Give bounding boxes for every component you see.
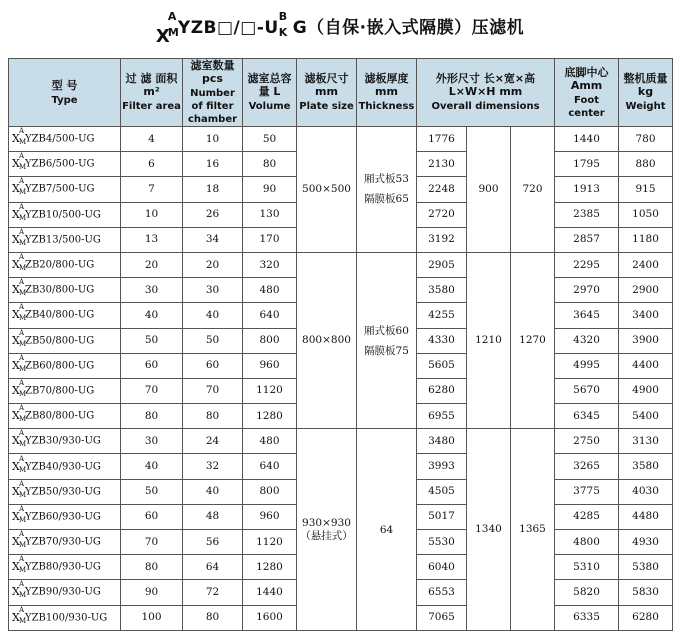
model-cell xyxy=(9,504,121,529)
model-name: ZB20/800-UG xyxy=(25,259,95,271)
model-prefix-m: M xyxy=(19,238,27,247)
model-prefix-x: X xyxy=(12,585,20,599)
model-prefix-x: X xyxy=(12,232,20,246)
area-cell: 60 xyxy=(121,353,183,378)
volume-cell: 640 xyxy=(243,454,297,479)
header-area: 过 滤 面积m² Filter area xyxy=(121,59,183,127)
model-prefix-mark xyxy=(12,532,25,552)
model-prefix-a: A xyxy=(19,404,25,413)
chambers-cell: 60 xyxy=(183,353,243,378)
model-prefix-x: X xyxy=(12,484,20,498)
height-cell: 720 xyxy=(511,127,555,253)
model-prefix-mark xyxy=(12,154,25,174)
model-prefix-x: X xyxy=(12,308,20,322)
thickness-chamber-plate: 厢式板53 xyxy=(364,173,409,186)
model-prefix-a: A xyxy=(19,303,25,312)
weight-cell: 1050 xyxy=(619,202,673,227)
length-cell: 6040 xyxy=(417,555,467,580)
area-cell: 100 xyxy=(121,605,183,630)
model-name: YZB10/500-UG xyxy=(25,209,101,221)
length-cell: 6280 xyxy=(417,378,467,403)
model-prefix-a: A xyxy=(19,227,25,236)
model-prefix-x: X xyxy=(12,157,20,171)
model-prefix-mark xyxy=(12,378,27,401)
model-cell xyxy=(9,530,121,555)
weight-cell: 6280 xyxy=(619,605,673,630)
header-model: 型 号 Type xyxy=(9,59,121,127)
model-prefix-mark xyxy=(12,605,27,628)
area-cell: 80 xyxy=(121,404,183,429)
model-prefix-x: X xyxy=(12,434,20,448)
length-cell: 2130 xyxy=(417,152,467,177)
chambers-cell: 50 xyxy=(183,328,243,353)
model-name: YZB70/930-UG xyxy=(25,536,101,548)
model-prefix-mark xyxy=(12,328,27,351)
chambers-cell: 18 xyxy=(183,177,243,202)
model-prefix-m: M xyxy=(19,314,27,323)
model-prefix-m: M xyxy=(19,490,27,499)
model-cell xyxy=(9,252,121,277)
header-weight: 整机质量kg Weight xyxy=(619,59,673,127)
length-cell: 4255 xyxy=(417,303,467,328)
weight-cell: 5380 xyxy=(619,555,673,580)
title-mid: YZB□/□-U xyxy=(177,18,279,38)
header-plate: 滤板尺寸 mm Plate size xyxy=(297,59,357,127)
plate-size: 930×930 xyxy=(302,516,351,529)
foot-center-cell: 2970 xyxy=(555,278,619,303)
model-prefix-m: M xyxy=(19,289,27,298)
model-prefix-a: A xyxy=(19,429,25,438)
model-name: YZB13/500-UG xyxy=(25,234,101,246)
model-prefix-m: M xyxy=(19,163,27,172)
length-cell: 1776 xyxy=(417,127,467,152)
model-prefix-x: X xyxy=(12,509,20,523)
model-prefix-mark xyxy=(12,479,27,502)
weight-cell: 3130 xyxy=(619,429,673,454)
volume-cell: 800 xyxy=(243,479,297,504)
area-cell: 50 xyxy=(121,479,183,504)
chambers-cell: 70 xyxy=(183,378,243,403)
volume-cell: 90 xyxy=(243,177,297,202)
foot-center-cell: 3775 xyxy=(555,479,619,504)
model-prefix-x: X xyxy=(12,610,20,624)
title-model-prefix xyxy=(155,10,180,47)
model-cell xyxy=(9,429,121,454)
area-cell: 7 xyxy=(121,177,183,202)
model-prefix-a: A xyxy=(19,605,25,614)
model-prefix-mark xyxy=(12,454,27,477)
plate-size-cell xyxy=(297,127,357,253)
model-name: YZB40/930-UG xyxy=(25,461,101,473)
foot-center-cell: 5310 xyxy=(555,555,619,580)
header-volume: 滤室总容量 L Volume xyxy=(243,59,297,127)
volume-cell: 960 xyxy=(243,504,297,529)
chambers-cell: 16 xyxy=(183,152,243,177)
foot-center-cell: 1913 xyxy=(555,177,619,202)
chambers-cell: 26 xyxy=(183,202,243,227)
model-prefix-m: M xyxy=(19,389,27,398)
thickness-cell xyxy=(357,252,417,428)
model-prefix-mark xyxy=(12,353,27,376)
model-name: YZB6/500-UG xyxy=(25,158,95,170)
foot-center-cell: 2295 xyxy=(555,252,619,277)
model-prefix-mark xyxy=(12,255,25,275)
foot-center-cell: 3645 xyxy=(555,303,619,328)
plate-note: （悬挂式） xyxy=(300,529,353,542)
plate-size: 500×500 xyxy=(302,182,351,195)
model-cell xyxy=(9,555,121,580)
model-cell xyxy=(9,378,121,403)
area-cell: 10 xyxy=(121,202,183,227)
model-name: ZB60/800-UG xyxy=(25,360,95,372)
foot-center-cell: 4995 xyxy=(555,353,619,378)
area-cell: 6 xyxy=(121,152,183,177)
width-cell: 1340 xyxy=(467,429,511,631)
chambers-cell: 20 xyxy=(183,252,243,277)
area-cell: 60 xyxy=(121,504,183,529)
weight-cell: 915 xyxy=(619,177,673,202)
length-cell: 3993 xyxy=(417,454,467,479)
title-a: A xyxy=(167,10,177,23)
model-prefix-m: M xyxy=(19,364,27,373)
model-prefix-a: A xyxy=(19,530,25,539)
foot-center-cell: 4800 xyxy=(555,530,619,555)
weight-cell: 3580 xyxy=(619,454,673,479)
volume-cell: 480 xyxy=(243,429,297,454)
model-prefix-x: X xyxy=(12,207,20,221)
weight-cell: 2400 xyxy=(619,252,673,277)
volume-cell: 170 xyxy=(243,227,297,252)
chambers-cell: 64 xyxy=(183,555,243,580)
header-foot: 底脚中心 Amm Foot center xyxy=(555,59,619,127)
model-prefix-m: M xyxy=(19,213,27,222)
header-row xyxy=(9,59,673,127)
foot-center-cell: 1440 xyxy=(555,127,619,152)
weight-cell: 5400 xyxy=(619,404,673,429)
weight-cell: 4900 xyxy=(619,378,673,403)
plate-size-cell xyxy=(297,252,357,428)
weight-cell: 1180 xyxy=(619,227,673,252)
foot-center-cell: 2857 xyxy=(555,227,619,252)
model-prefix-m: M xyxy=(19,515,27,524)
weight-cell: 4480 xyxy=(619,504,673,529)
model-name: ZB50/800-UG xyxy=(25,335,95,347)
table-row xyxy=(9,429,673,454)
chambers-cell: 80 xyxy=(183,605,243,630)
model-name: YZB50/930-UG xyxy=(25,486,101,498)
weight-cell: 4030 xyxy=(619,479,673,504)
model-prefix-x: X xyxy=(12,283,20,297)
model-cell xyxy=(9,328,121,353)
foot-center-cell: 6335 xyxy=(555,605,619,630)
model-prefix-mark xyxy=(12,227,27,250)
page-title xyxy=(0,8,680,48)
volume-cell: 800 xyxy=(243,328,297,353)
model-prefix-x: X xyxy=(12,333,20,347)
model-prefix-mark xyxy=(12,129,25,149)
model-name: YZB100/930-UG xyxy=(25,612,108,624)
model-name: YZB7/500-UG xyxy=(25,183,95,195)
volume-cell: 80 xyxy=(243,152,297,177)
model-prefix-mark xyxy=(12,406,25,426)
area-cell: 13 xyxy=(121,227,183,252)
model-cell xyxy=(9,127,121,152)
model-prefix-m: M xyxy=(19,465,27,474)
model-prefix-a: A xyxy=(19,152,25,161)
model-prefix-a: A xyxy=(19,202,25,211)
weight-cell: 4400 xyxy=(619,353,673,378)
model-prefix-a: A xyxy=(19,253,25,262)
model-prefix-mark xyxy=(12,582,25,602)
thickness-cell xyxy=(357,127,417,253)
volume-cell: 1600 xyxy=(243,605,297,630)
length-cell: 4330 xyxy=(417,328,467,353)
model-prefix-x: X xyxy=(12,258,20,272)
model-prefix-x: X xyxy=(12,535,20,549)
volume-cell: 640 xyxy=(243,303,297,328)
length-cell: 5017 xyxy=(417,504,467,529)
model-prefix-a: A xyxy=(19,378,25,387)
title-x: X xyxy=(155,26,171,47)
thickness-membrane-plate: 隔膜板65 xyxy=(364,193,409,206)
model-prefix-a: A xyxy=(19,555,25,564)
foot-center-cell: 5670 xyxy=(555,378,619,403)
model-prefix-m: M xyxy=(19,566,27,575)
area-cell: 30 xyxy=(121,429,183,454)
volume-cell: 1280 xyxy=(243,404,297,429)
model-prefix-mark xyxy=(12,179,25,199)
chambers-cell: 34 xyxy=(183,227,243,252)
thickness-chamber-plate: 厢式板60 xyxy=(364,324,409,337)
foot-center-cell: 4285 xyxy=(555,504,619,529)
model-prefix-x: X xyxy=(12,560,20,574)
chambers-cell: 10 xyxy=(183,127,243,152)
foot-center-cell: 4320 xyxy=(555,328,619,353)
model-cell xyxy=(9,353,121,378)
chambers-cell: 80 xyxy=(183,404,243,429)
foot-center-cell: 5820 xyxy=(555,580,619,605)
model-prefix-m: M xyxy=(19,339,27,348)
foot-center-cell: 6345 xyxy=(555,404,619,429)
area-cell: 70 xyxy=(121,530,183,555)
model-name: YZB80/930-UG xyxy=(25,561,101,573)
length-cell: 2720 xyxy=(417,202,467,227)
model-prefix-mark xyxy=(12,504,27,527)
length-cell: 3580 xyxy=(417,278,467,303)
area-cell: 4 xyxy=(121,127,183,152)
model-prefix-m: M xyxy=(19,188,27,197)
title-k: K xyxy=(278,26,288,39)
model-cell xyxy=(9,227,121,252)
length-cell: 5530 xyxy=(417,530,467,555)
volume-cell: 1440 xyxy=(243,580,297,605)
foot-center-cell: 1795 xyxy=(555,152,619,177)
model-prefix-m: M xyxy=(19,415,27,424)
model-prefix-a: A xyxy=(19,328,25,337)
chambers-cell: 32 xyxy=(183,454,243,479)
length-cell: 3192 xyxy=(417,227,467,252)
weight-cell: 2900 xyxy=(619,278,673,303)
model-prefix-m: M xyxy=(19,264,27,273)
model-prefix-m: M xyxy=(19,138,27,147)
model-name: YZB90/930-UG xyxy=(25,586,101,598)
model-prefix-a: A xyxy=(19,353,25,362)
length-cell: 5605 xyxy=(417,353,467,378)
model-cell xyxy=(9,202,121,227)
title-b: B xyxy=(278,10,288,23)
volume-cell: 130 xyxy=(243,202,297,227)
area-cell: 30 xyxy=(121,278,183,303)
area-cell: 40 xyxy=(121,303,183,328)
model-cell xyxy=(9,454,121,479)
model-cell xyxy=(9,605,121,630)
volume-cell: 320 xyxy=(243,252,297,277)
model-prefix-a: A xyxy=(19,580,25,589)
weight-cell: 4930 xyxy=(619,530,673,555)
thickness-chamber-plate: 64 xyxy=(379,523,394,536)
header-dimensions: 外形尺寸 长×宽×高 L×W×H mm Overall dimensions xyxy=(417,59,555,127)
model-prefix-m: M xyxy=(19,616,27,625)
model-prefix-a: A xyxy=(19,504,25,513)
foot-center-cell: 2750 xyxy=(555,429,619,454)
area-cell: 90 xyxy=(121,580,183,605)
area-cell: 80 xyxy=(121,555,183,580)
model-prefix-a: A xyxy=(19,177,25,186)
volume-cell: 480 xyxy=(243,278,297,303)
title-bk xyxy=(278,10,293,43)
model-prefix-m: M xyxy=(19,541,27,550)
model-cell xyxy=(9,278,121,303)
chambers-cell: 48 xyxy=(183,504,243,529)
table-row xyxy=(9,252,673,277)
length-cell: 6553 xyxy=(417,580,467,605)
chambers-cell: 30 xyxy=(183,278,243,303)
height-cell: 1270 xyxy=(511,252,555,428)
model-name: ZB80/800-UG xyxy=(25,410,95,422)
model-prefix-x: X xyxy=(12,182,20,196)
weight-cell: 5830 xyxy=(619,580,673,605)
model-prefix-a: A xyxy=(19,127,25,136)
length-cell: 4505 xyxy=(417,479,467,504)
chambers-cell: 40 xyxy=(183,303,243,328)
model-prefix-mark xyxy=(12,431,25,451)
model-name: YZB4/500-UG xyxy=(25,133,95,145)
volume-cell: 1280 xyxy=(243,555,297,580)
volume-cell: 50 xyxy=(243,127,297,152)
model-prefix-mark xyxy=(12,305,25,325)
model-prefix-x: X xyxy=(12,383,20,397)
length-cell: 3480 xyxy=(417,429,467,454)
foot-center-cell: 2385 xyxy=(555,202,619,227)
model-prefix-mark xyxy=(12,280,25,300)
length-cell: 2248 xyxy=(417,177,467,202)
model-prefix-x: X xyxy=(12,409,20,423)
table-body xyxy=(9,127,673,631)
area-cell: 40 xyxy=(121,454,183,479)
title-m: M xyxy=(167,26,180,39)
model-name: YZB60/930-UG xyxy=(25,511,101,523)
width-cell: 900 xyxy=(467,127,511,253)
volume-cell: 1120 xyxy=(243,530,297,555)
model-name: YZB30/930-UG xyxy=(25,435,101,447)
plate-size-cell xyxy=(297,429,357,631)
model-cell xyxy=(9,479,121,504)
foot-center-cell: 3265 xyxy=(555,454,619,479)
model-prefix-mark xyxy=(12,557,25,577)
model-prefix-a: A xyxy=(19,479,25,488)
title-rest: G（自保·嵌入式隔膜）压滤机 xyxy=(292,18,525,38)
model-cell xyxy=(9,177,121,202)
length-cell: 7065 xyxy=(417,605,467,630)
thickness-membrane-plate: 隔膜板75 xyxy=(364,344,409,357)
weight-cell: 3900 xyxy=(619,328,673,353)
model-prefix-x: X xyxy=(12,132,20,146)
header-thickness: 滤板厚度 mm Thickness xyxy=(357,59,417,127)
chambers-cell: 56 xyxy=(183,530,243,555)
model-name: ZB40/800-UG xyxy=(25,309,95,321)
model-cell xyxy=(9,404,121,429)
length-cell: 6955 xyxy=(417,404,467,429)
volume-cell: 1120 xyxy=(243,378,297,403)
plate-size: 800×800 xyxy=(302,334,351,347)
weight-cell: 880 xyxy=(619,152,673,177)
model-cell xyxy=(9,303,121,328)
table-row xyxy=(9,127,673,152)
header-chambers: 滤室数量 pcs Number of filter chamber xyxy=(183,59,243,127)
area-cell: 20 xyxy=(121,252,183,277)
weight-cell: 3400 xyxy=(619,303,673,328)
chambers-cell: 24 xyxy=(183,429,243,454)
model-cell xyxy=(9,152,121,177)
length-cell: 2905 xyxy=(417,252,467,277)
model-prefix-x: X xyxy=(12,358,20,372)
model-cell xyxy=(9,580,121,605)
height-cell: 1365 xyxy=(511,429,555,631)
weight-cell: 780 xyxy=(619,127,673,152)
thickness-cell xyxy=(357,429,417,631)
area-cell: 50 xyxy=(121,328,183,353)
volume-cell: 960 xyxy=(243,353,297,378)
chambers-cell: 40 xyxy=(183,479,243,504)
model-prefix-m: M xyxy=(19,591,27,600)
width-cell: 1210 xyxy=(467,252,511,428)
model-prefix-x: X xyxy=(12,459,20,473)
spec-table xyxy=(8,58,673,631)
model-prefix-a: A xyxy=(19,454,25,463)
area-cell: 70 xyxy=(121,378,183,403)
chambers-cell: 72 xyxy=(183,580,243,605)
model-prefix-mark xyxy=(12,202,27,225)
model-name: ZB70/800-UG xyxy=(25,385,95,397)
model-prefix-a: A xyxy=(19,278,25,287)
model-prefix-m: M xyxy=(19,440,27,449)
model-name: ZB30/800-UG xyxy=(25,284,95,296)
